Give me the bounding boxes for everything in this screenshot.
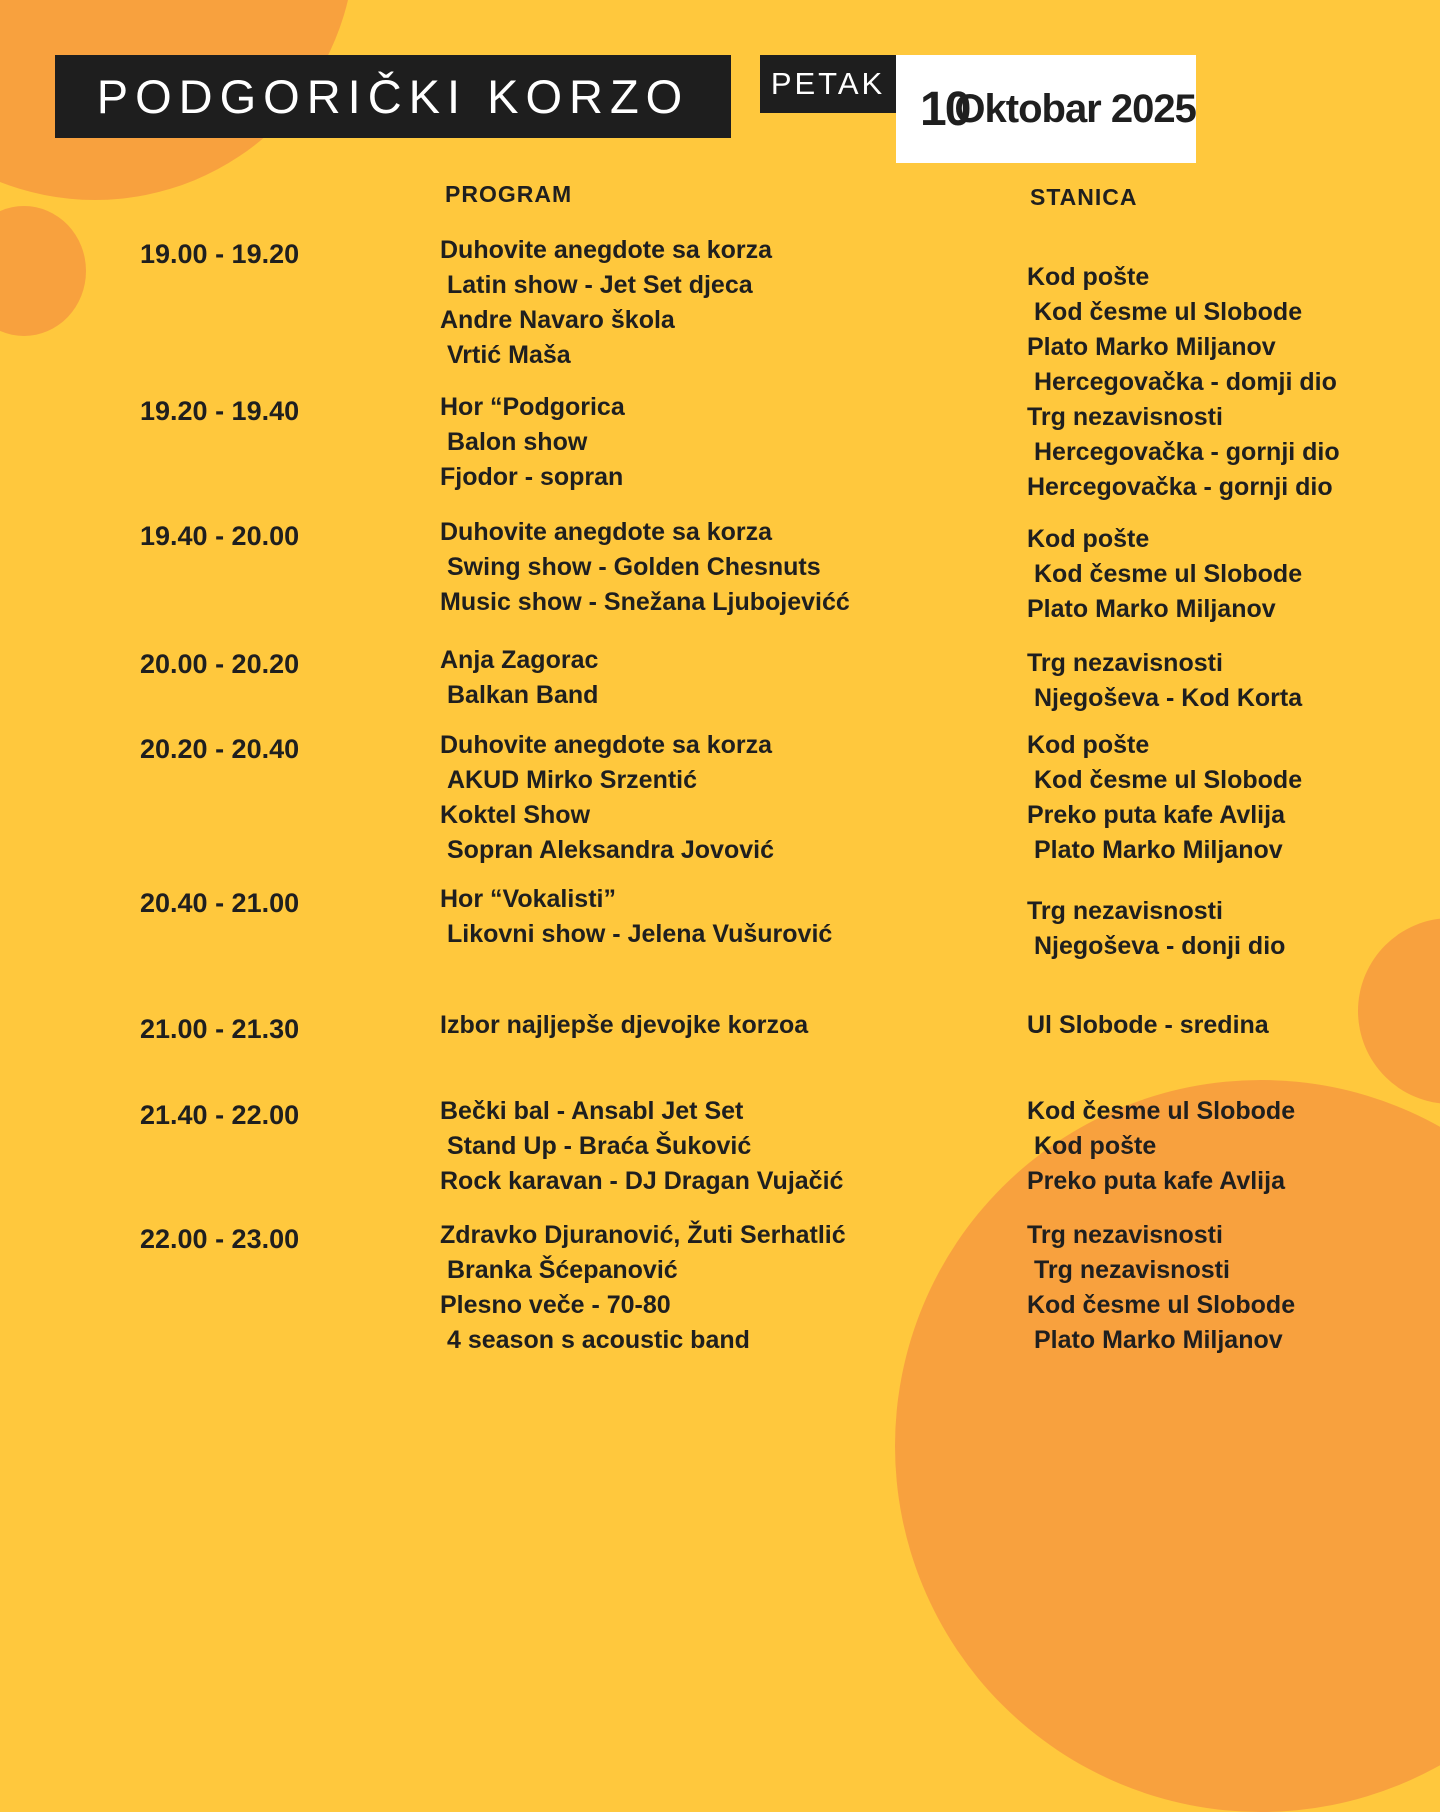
program-list bbox=[440, 882, 1027, 952]
station-item: Hercegovačka - gornji dio bbox=[1034, 438, 1340, 466]
station-list bbox=[1027, 1094, 1440, 1199]
station-item: Trg nezavisnosti bbox=[1027, 403, 1223, 431]
program-item: 4 season s acoustic band bbox=[447, 1326, 750, 1354]
date-month-year: Oktobar 2025 bbox=[954, 86, 1196, 131]
time-slot: 20.40 - 21.00 bbox=[140, 888, 300, 918]
schedule-row bbox=[0, 1218, 1440, 1358]
date-day: 10 bbox=[920, 82, 970, 136]
schedule-row bbox=[0, 390, 1440, 505]
station-item: Njegoševa - Kod Korta bbox=[1034, 684, 1303, 712]
schedule-row bbox=[0, 515, 1440, 627]
program-item: Duhovite anegdote sa korza bbox=[440, 236, 773, 264]
station-list bbox=[1027, 882, 1440, 964]
station-list bbox=[1027, 1218, 1440, 1358]
program-item: AKUD Mirko Srzentić bbox=[447, 766, 698, 794]
program-item: Balkan Band bbox=[447, 681, 599, 709]
program-item: Plesno veče - 70-80 bbox=[440, 1291, 671, 1319]
date-badge bbox=[896, 55, 1196, 163]
station-list bbox=[1027, 515, 1440, 627]
station-item: Kod pošte bbox=[1027, 525, 1150, 553]
station-item: Ul Slobode - sredina bbox=[1027, 1011, 1269, 1039]
program-list bbox=[440, 515, 1027, 620]
station-item: Kod česme ul Slobode bbox=[1027, 1291, 1296, 1319]
program-item: Balon show bbox=[447, 428, 588, 456]
schedule-row bbox=[0, 1094, 1440, 1199]
time-slot: 20.00 - 20.20 bbox=[140, 649, 300, 679]
program-list bbox=[440, 1218, 1027, 1358]
time-slot: 22.00 - 23.00 bbox=[140, 1224, 300, 1254]
station-item: Kod pošte bbox=[1034, 1132, 1157, 1160]
program-item: Duhovite anegdote sa korza bbox=[440, 731, 773, 759]
program-list bbox=[440, 233, 1027, 373]
station-item: Njegoševa - donji dio bbox=[1034, 932, 1286, 960]
station-item: Trg nezavisnosti bbox=[1034, 1256, 1230, 1284]
poster-title: PODGORIČKI KORZO bbox=[96, 70, 690, 123]
schedule-row bbox=[0, 728, 1440, 868]
program-list bbox=[440, 728, 1027, 868]
station-item: Kod česme ul Slobode bbox=[1034, 766, 1303, 794]
station-item: Hercegovačka - gornji dio bbox=[1027, 473, 1333, 501]
station-item: Plato Marko Miljanov bbox=[1027, 595, 1276, 623]
program-item: Duhovite anegdote sa korza bbox=[440, 518, 773, 546]
program-item: Latin show - Jet Set djeca bbox=[447, 271, 753, 299]
program-item: Anja Zagorac bbox=[440, 646, 599, 674]
program-item: Izbor najljepše djevojke korzoa bbox=[440, 1011, 809, 1039]
program-item: Swing show - Golden Chesnuts bbox=[447, 553, 821, 581]
station-item: Preko puta kafe Avlija bbox=[1027, 1167, 1285, 1195]
program-item: Sopran Aleksandra Jovović bbox=[447, 836, 774, 864]
program-item: Rock karavan - DJ Dragan Vujačić bbox=[440, 1167, 844, 1195]
program-list bbox=[440, 390, 1027, 495]
time-slot: 20.20 - 20.40 bbox=[140, 734, 300, 764]
schedule-row bbox=[0, 643, 1440, 716]
program-item: Branka Šćepanović bbox=[447, 1256, 678, 1284]
station-item: Plato Marko Miljanov bbox=[1034, 836, 1283, 864]
schedule-row bbox=[0, 882, 1440, 964]
station-item: Kod česme ul Slobode bbox=[1034, 560, 1303, 588]
station-item: Kod česme ul Slobode bbox=[1027, 1097, 1296, 1125]
station-item: Trg nezavisnosti bbox=[1027, 649, 1223, 677]
station-list bbox=[1027, 233, 1440, 400]
program-column-header: PROGRAM bbox=[445, 181, 573, 207]
poster-title-bar bbox=[55, 55, 731, 138]
station-list bbox=[1027, 390, 1440, 505]
day-label: PETAK bbox=[770, 66, 886, 101]
program-item: Hor “Podgorica bbox=[440, 393, 625, 421]
station-item: Trg nezavisnosti bbox=[1027, 1221, 1223, 1249]
time-slot: 19.40 - 20.00 bbox=[140, 521, 300, 551]
program-list bbox=[440, 1008, 1027, 1043]
program-item: Fjodor - sopran bbox=[440, 463, 624, 491]
program-item: Bečki bal - Ansabl Jet Set bbox=[440, 1097, 744, 1125]
program-list bbox=[440, 1094, 1027, 1199]
time-slot: 19.20 - 19.40 bbox=[140, 396, 300, 426]
program-item: Music show - Snežana Ljubojevićć bbox=[440, 588, 850, 616]
station-list bbox=[1027, 728, 1440, 868]
station-item: Preko puta kafe Avlija bbox=[1027, 801, 1285, 829]
station-item: Kod pošte bbox=[1027, 731, 1150, 759]
time-slot: 21.40 - 22.00 bbox=[140, 1100, 300, 1130]
schedule-row bbox=[0, 1008, 1440, 1045]
station-item: Plato Marko Miljanov bbox=[1034, 1326, 1283, 1354]
stanica-column-header: STANICA bbox=[1030, 184, 1138, 210]
program-list bbox=[440, 643, 1027, 713]
program-item: Likovni show - Jelena Vušurović bbox=[447, 920, 833, 948]
station-item: Kod pošte bbox=[1027, 263, 1150, 291]
station-list bbox=[1027, 643, 1440, 716]
station-item: Trg nezavisnosti bbox=[1027, 897, 1223, 925]
program-item: Koktel Show bbox=[440, 801, 591, 829]
station-item: Plato Marko Miljanov bbox=[1027, 333, 1276, 361]
station-list bbox=[1027, 1008, 1440, 1043]
program-item: Zdravko Djuranović, Žuti Serhatlić bbox=[440, 1221, 846, 1249]
program-item: Andre Navaro škola bbox=[440, 306, 675, 334]
time-slot: 21.00 - 21.30 bbox=[140, 1014, 300, 1044]
schedule-row bbox=[0, 233, 1440, 400]
time-slot: 19.00 - 19.20 bbox=[140, 239, 300, 269]
program-item: Hor “Vokalisti” bbox=[440, 885, 616, 913]
day-badge bbox=[760, 55, 896, 113]
station-item: Kod česme ul Slobode bbox=[1034, 298, 1303, 326]
program-item: Stand Up - Braća Šuković bbox=[447, 1132, 752, 1160]
station-item: Hercegovačka - domji dio bbox=[1034, 368, 1337, 396]
program-item: Vrtić Maša bbox=[447, 341, 571, 369]
